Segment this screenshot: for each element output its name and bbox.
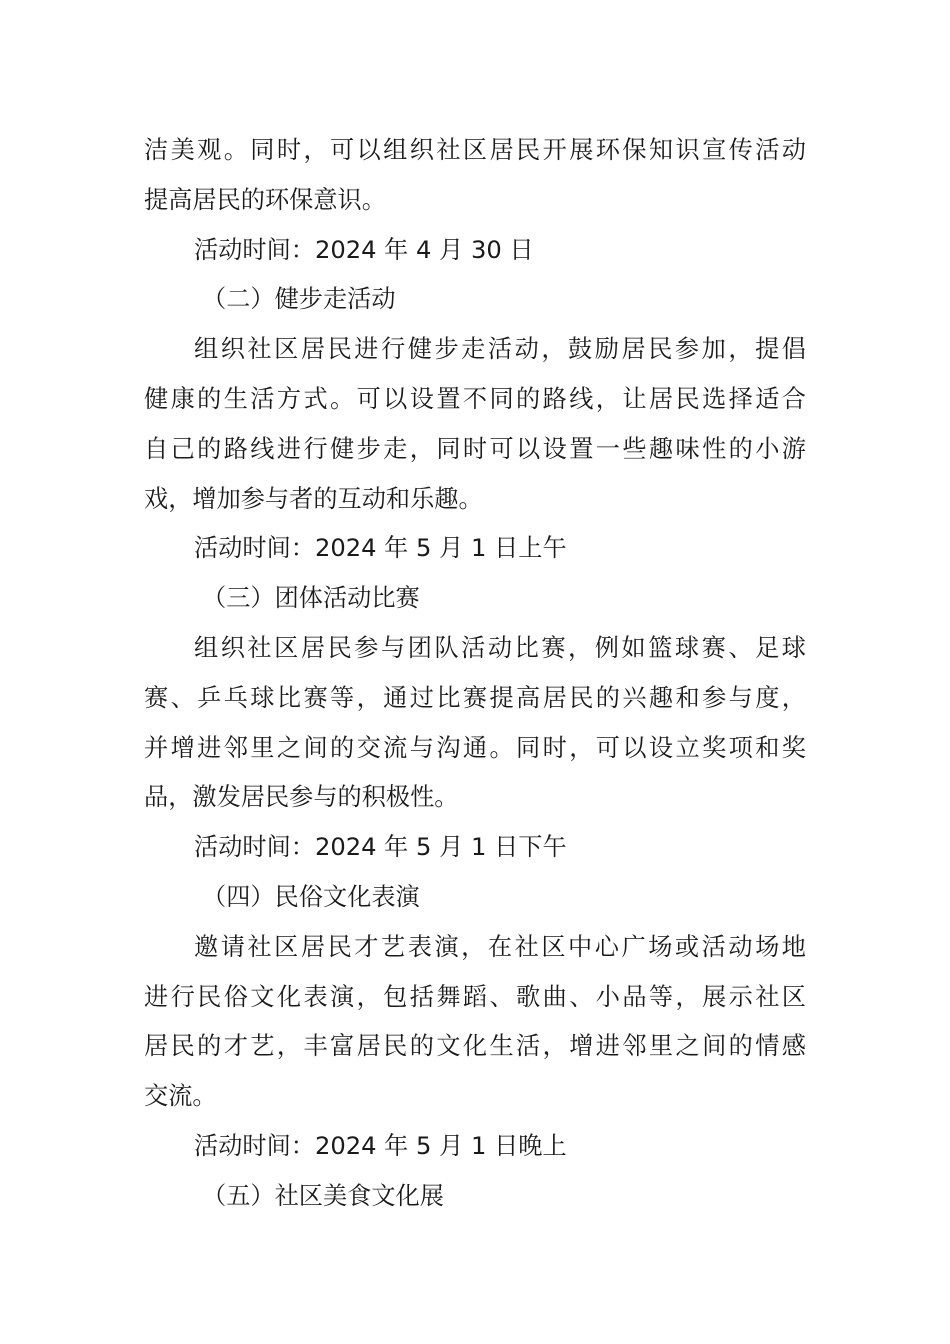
activity-time: 活动时间：2024 年 5 月 1 日上午 bbox=[194, 534, 567, 563]
paragraph-line: 赛、乒乓球比赛等，通过比赛提高居民的兴趣和参与度， bbox=[144, 683, 806, 712]
paragraph-line: 居民的才艺，丰富居民的文化生活，增进邻里之间的情感 bbox=[144, 1032, 806, 1061]
paragraph-line: 品，激发居民参与的积极性。 bbox=[144, 783, 459, 812]
activity-time: 活动时间：2024 年 5 月 1 日晚上 bbox=[194, 1131, 567, 1160]
document-body bbox=[144, 126, 806, 1222]
section-heading: （五）社区美食文化展 bbox=[202, 1181, 444, 1210]
paragraph-line: 提高居民的环保意识。 bbox=[144, 185, 386, 214]
paragraph-line: 戏，增加参与者的互动和乐趣。 bbox=[144, 484, 483, 513]
paragraph-line: 自己的路线进行健步走，同时可以设置一些趣味性的小游 bbox=[144, 434, 806, 463]
section-heading: （四）民俗文化表演 bbox=[202, 882, 420, 911]
section-heading: （二）健步走活动 bbox=[202, 285, 396, 314]
paragraph-line: 进行民俗文化表演，包括舞蹈、歌曲、小品等，展示社区 bbox=[144, 982, 806, 1011]
paragraph-line: 健康的生活方式。可以设置不同的路线，让居民选择适合 bbox=[144, 384, 806, 413]
paragraph-line: 组织社区居民进行健步走活动，鼓励居民参加，提倡 bbox=[194, 335, 806, 364]
paragraph-line: 邀请社区居民才艺表演，在社区中心广场或活动场地 bbox=[194, 932, 806, 961]
paragraph-line: 洁美观。同时，可以组织社区居民开展环保知识宣传活动 bbox=[144, 136, 806, 164]
paragraph-line: 组织社区居民参与团队活动比赛，例如篮球赛、足球 bbox=[194, 633, 806, 662]
activity-time: 活动时间：2024 年 5 月 1 日下午 bbox=[194, 833, 567, 862]
paragraph-line: 并增进邻里之间的交流与沟通。同时，可以设立奖项和奖 bbox=[144, 733, 806, 762]
section-heading: （三）团体活动比赛 bbox=[202, 584, 420, 613]
activity-time: 活动时间：2024 年 4 月 30 日 bbox=[194, 235, 534, 264]
paragraph-line: 交流。 bbox=[144, 1082, 217, 1111]
